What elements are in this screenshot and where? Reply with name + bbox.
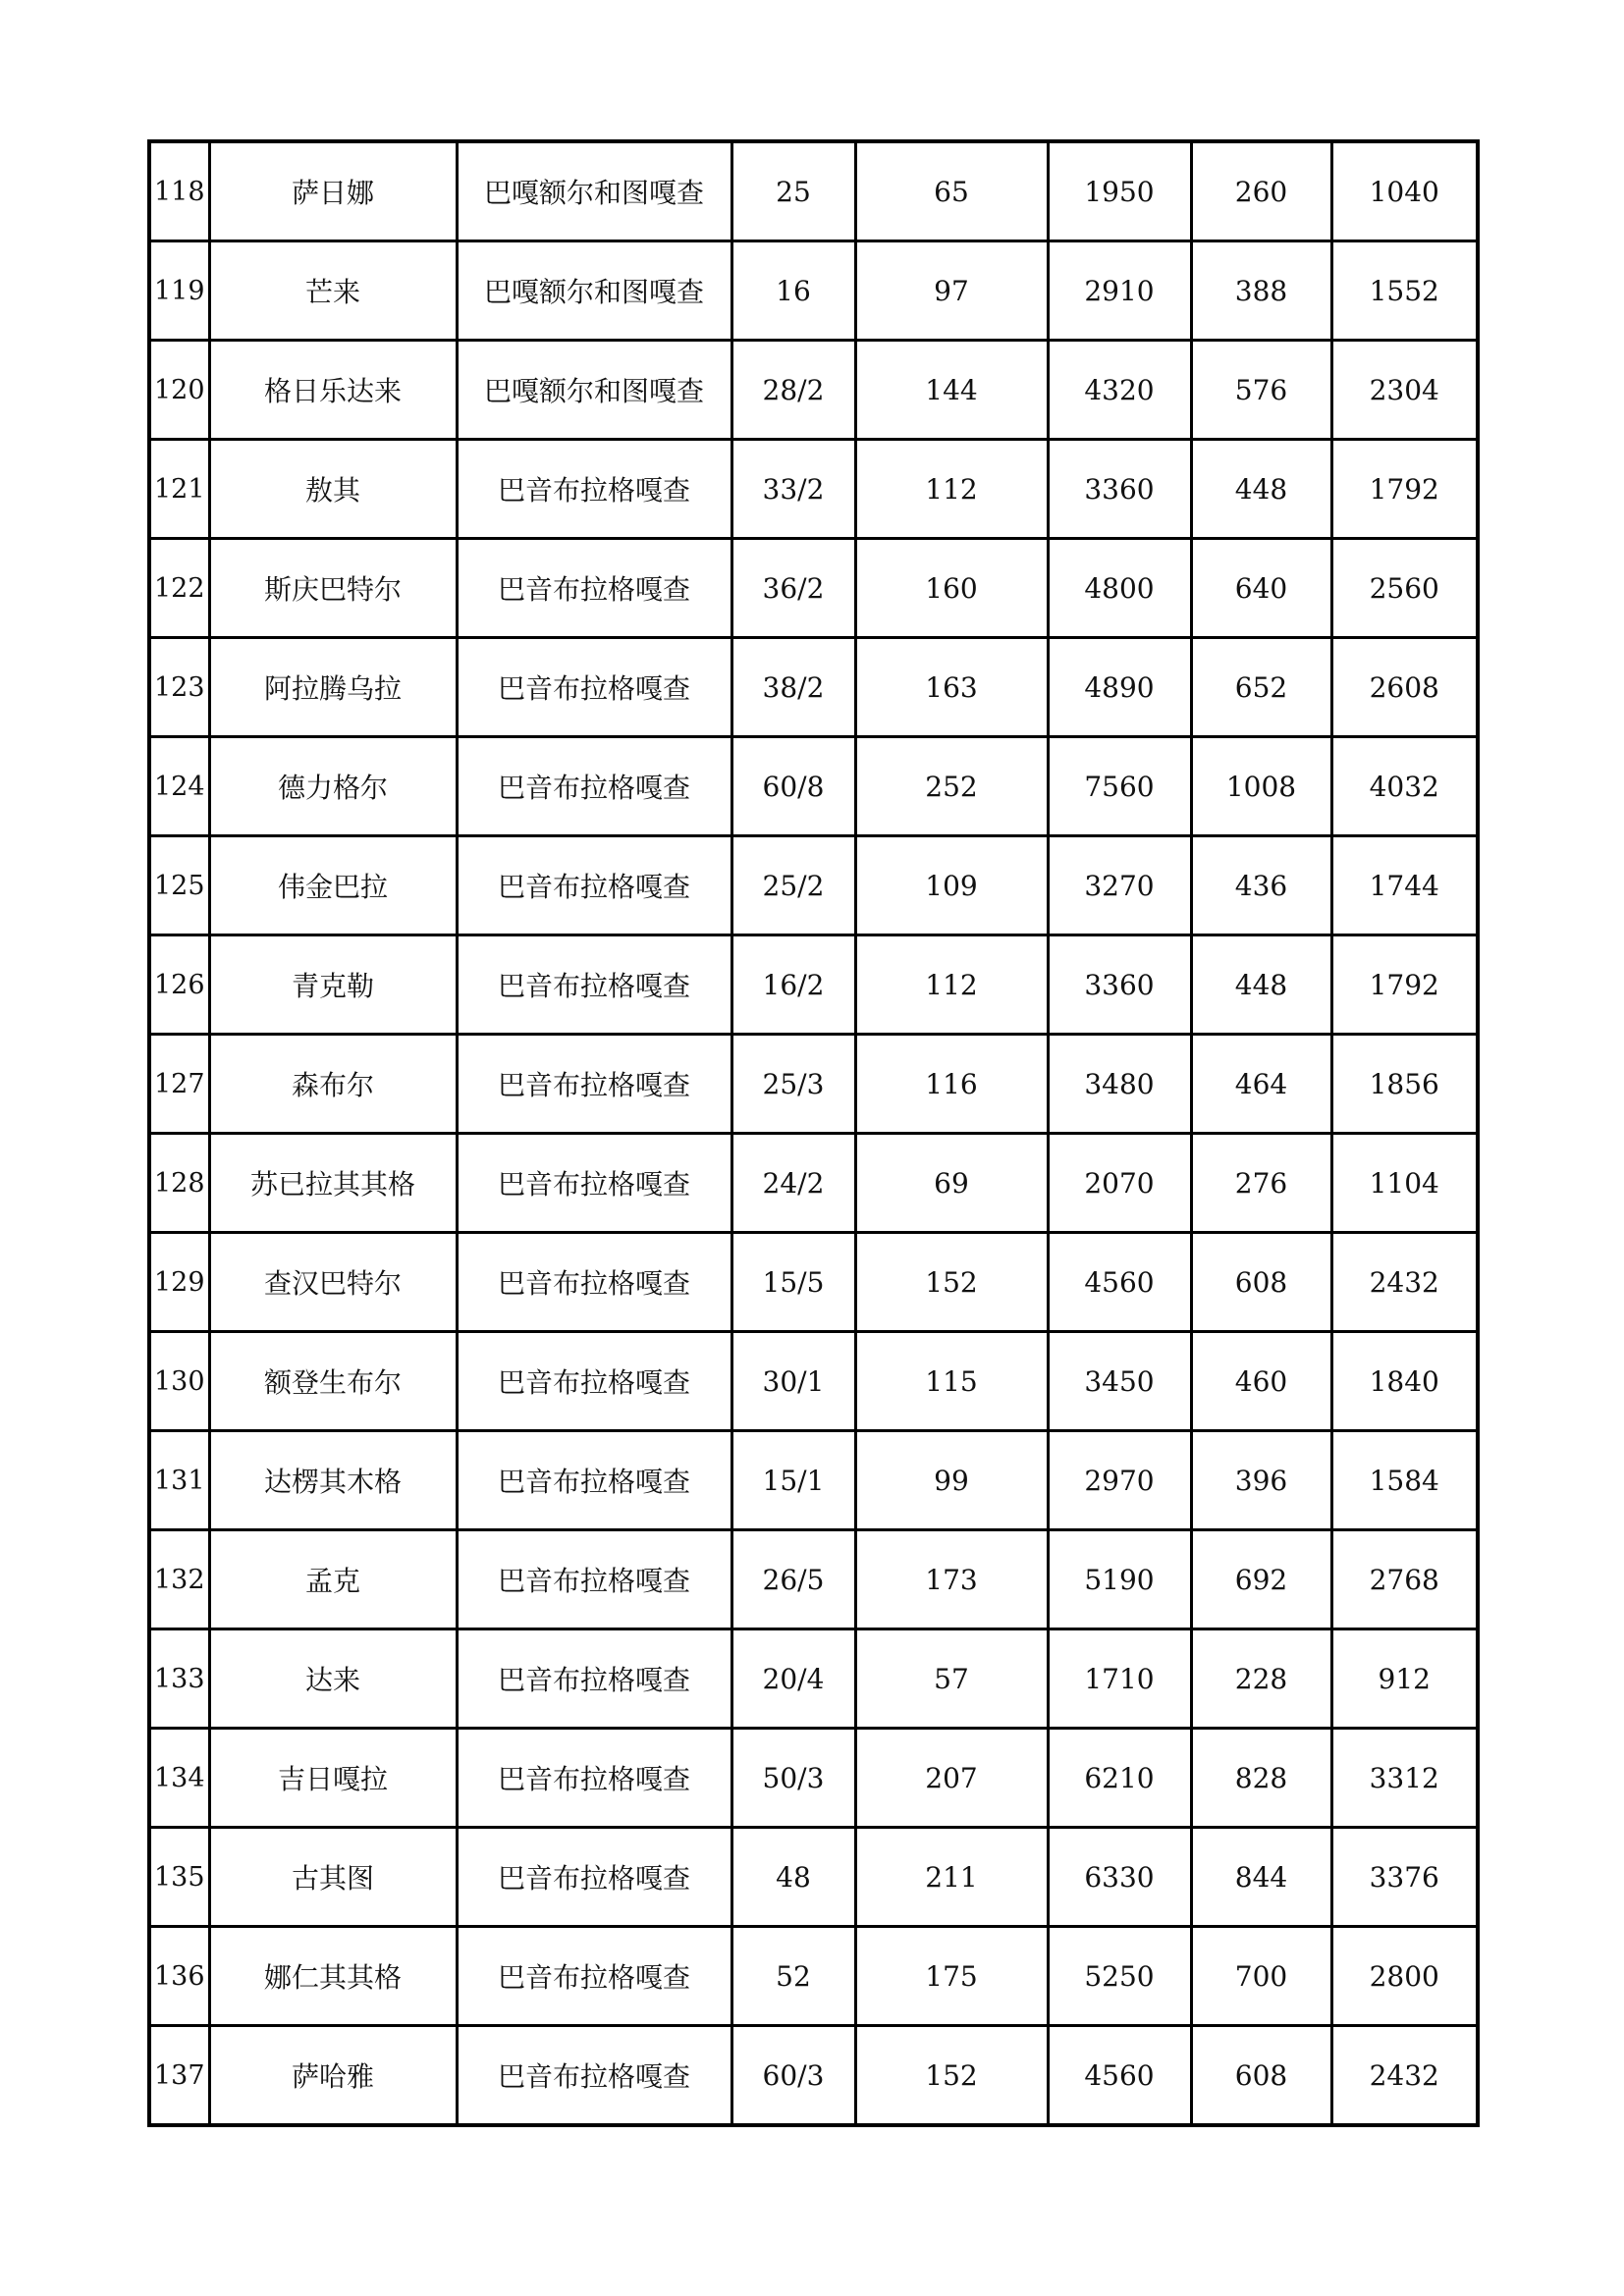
value-2-cell: 1950 [1048,141,1191,241]
value-3-cell: 388 [1191,241,1331,341]
value-4-cell: 1840 [1331,1332,1478,1431]
village-cell: 巴音布拉格嘎查 [457,539,731,638]
value-2-cell: 3270 [1048,836,1191,935]
value-3-cell: 640 [1191,539,1331,638]
value-3-cell: 448 [1191,935,1331,1035]
value-4-cell: 2304 [1331,341,1478,440]
value-4-cell: 1552 [1331,241,1478,341]
value-4-cell: 4032 [1331,737,1478,836]
value-1-cell: 116 [855,1035,1048,1134]
value-2-cell: 1710 [1048,1629,1191,1729]
value-1-cell: 69 [855,1134,1048,1233]
row-number-cell: 137 [149,2026,209,2126]
value-2-cell: 3360 [1048,440,1191,539]
row-number-cell: 119 [149,241,209,341]
value-1-cell: 112 [855,440,1048,539]
value-3-cell: 260 [1191,141,1331,241]
value-3-cell: 608 [1191,2026,1331,2126]
value-4-cell: 1856 [1331,1035,1478,1134]
value-2-cell: 5250 [1048,1927,1191,2026]
value-1-cell: 115 [855,1332,1048,1431]
area-cell: 16 [731,241,855,341]
name-cell: 孟克 [209,1530,457,1629]
value-1-cell: 99 [855,1431,1048,1530]
table-row [149,1629,1478,1729]
value-4-cell: 2560 [1331,539,1478,638]
table-row [149,1828,1478,1927]
value-2-cell: 3450 [1048,1332,1191,1431]
value-2-cell: 2970 [1048,1431,1191,1530]
row-number-cell: 136 [149,1927,209,2026]
name-cell: 苏已拉其其格 [209,1134,457,1233]
table-row [149,539,1478,638]
village-cell: 巴音布拉格嘎查 [457,1134,731,1233]
name-cell: 额登生布尔 [209,1332,457,1431]
value-4-cell: 912 [1331,1629,1478,1729]
area-cell: 60/8 [731,737,855,836]
table-row [149,1431,1478,1530]
value-2-cell: 4560 [1048,1233,1191,1332]
name-cell: 敖其 [209,440,457,539]
row-number-cell: 121 [149,440,209,539]
value-1-cell: 160 [855,539,1048,638]
area-cell: 52 [731,1927,855,2026]
table-row [149,141,1478,241]
area-cell: 24/2 [731,1134,855,1233]
name-cell: 达楞其木格 [209,1431,457,1530]
village-cell: 巴音布拉格嘎查 [457,836,731,935]
village-cell: 巴音布拉格嘎查 [457,1729,731,1828]
name-cell: 阿拉腾乌拉 [209,638,457,737]
village-cell: 巴嘎额尔和图嘎查 [457,141,731,241]
area-cell: 25/3 [731,1035,855,1134]
value-3-cell: 276 [1191,1134,1331,1233]
area-cell: 16/2 [731,935,855,1035]
value-1-cell: 163 [855,638,1048,737]
value-3-cell: 844 [1191,1828,1331,1927]
value-1-cell: 175 [855,1927,1048,2026]
value-3-cell: 576 [1191,341,1331,440]
name-cell: 青克勒 [209,935,457,1035]
value-4-cell: 1584 [1331,1431,1478,1530]
value-1-cell: 173 [855,1530,1048,1629]
row-number-cell: 128 [149,1134,209,1233]
table-row [149,1729,1478,1828]
village-cell: 巴音布拉格嘎查 [457,1828,731,1927]
value-3-cell: 460 [1191,1332,1331,1431]
value-4-cell: 1792 [1331,935,1478,1035]
value-3-cell: 828 [1191,1729,1331,1828]
area-cell: 15/1 [731,1431,855,1530]
area-cell: 33/2 [731,440,855,539]
row-number-cell: 118 [149,141,209,241]
name-cell: 格日乐达来 [209,341,457,440]
value-1-cell: 144 [855,341,1048,440]
name-cell: 吉日嘎拉 [209,1729,457,1828]
area-cell: 25 [731,141,855,241]
village-cell: 巴音布拉格嘎查 [457,1233,731,1332]
value-2-cell: 3480 [1048,1035,1191,1134]
row-number-cell: 124 [149,737,209,836]
value-3-cell: 1008 [1191,737,1331,836]
area-cell: 15/5 [731,1233,855,1332]
name-cell: 萨日娜 [209,141,457,241]
value-4-cell: 3376 [1331,1828,1478,1927]
row-number-cell: 120 [149,341,209,440]
value-4-cell: 2432 [1331,1233,1478,1332]
row-number-cell: 125 [149,836,209,935]
area-cell: 30/1 [731,1332,855,1431]
row-number-cell: 127 [149,1035,209,1134]
value-4-cell: 1040 [1331,141,1478,241]
village-cell: 巴音布拉格嘎查 [457,1927,731,2026]
name-cell: 萨哈雅 [209,2026,457,2126]
data-table [147,139,1480,2127]
value-2-cell: 5190 [1048,1530,1191,1629]
value-3-cell: 448 [1191,440,1331,539]
row-number-cell: 131 [149,1431,209,1530]
village-cell: 巴音布拉格嘎查 [457,1431,731,1530]
village-cell: 巴音布拉格嘎查 [457,1332,731,1431]
value-3-cell: 228 [1191,1629,1331,1729]
name-cell: 斯庆巴特尔 [209,539,457,638]
value-3-cell: 396 [1191,1431,1331,1530]
value-1-cell: 152 [855,1233,1048,1332]
table-row [149,241,1478,341]
village-cell: 巴音布拉格嘎查 [457,737,731,836]
row-number-cell: 122 [149,539,209,638]
value-2-cell: 4800 [1048,539,1191,638]
area-cell: 26/5 [731,1530,855,1629]
value-1-cell: 65 [855,141,1048,241]
row-number-cell: 135 [149,1828,209,1927]
table-row [149,440,1478,539]
name-cell: 达来 [209,1629,457,1729]
value-1-cell: 109 [855,836,1048,935]
value-2-cell: 7560 [1048,737,1191,836]
value-1-cell: 152 [855,2026,1048,2126]
village-cell: 巴嘎额尔和图嘎查 [457,241,731,341]
name-cell: 娜仁其其格 [209,1927,457,2026]
value-1-cell: 97 [855,241,1048,341]
name-cell: 德力格尔 [209,737,457,836]
village-cell: 巴音布拉格嘎查 [457,638,731,737]
value-2-cell: 6330 [1048,1828,1191,1927]
value-2-cell: 6210 [1048,1729,1191,1828]
value-4-cell: 3312 [1331,1729,1478,1828]
village-cell: 巴音布拉格嘎查 [457,2026,731,2126]
value-3-cell: 608 [1191,1233,1331,1332]
value-2-cell: 3360 [1048,935,1191,1035]
value-4-cell: 1104 [1331,1134,1478,1233]
value-4-cell: 1792 [1331,440,1478,539]
table-body [149,141,1478,2125]
village-cell: 巴音布拉格嘎查 [457,935,731,1035]
name-cell: 芒来 [209,241,457,341]
value-1-cell: 211 [855,1828,1048,1927]
value-3-cell: 464 [1191,1035,1331,1134]
area-cell: 50/3 [731,1729,855,1828]
table-row [149,341,1478,440]
value-3-cell: 652 [1191,638,1331,737]
value-3-cell: 700 [1191,1927,1331,2026]
area-cell: 60/3 [731,2026,855,2126]
area-cell: 38/2 [731,638,855,737]
value-3-cell: 692 [1191,1530,1331,1629]
village-cell: 巴音布拉格嘎查 [457,440,731,539]
name-cell: 查汉巴特尔 [209,1233,457,1332]
area-cell: 25/2 [731,836,855,935]
value-2-cell: 4320 [1048,341,1191,440]
row-number-cell: 132 [149,1530,209,1629]
name-cell: 古其图 [209,1828,457,1927]
value-1-cell: 57 [855,1629,1048,1729]
row-number-cell: 126 [149,935,209,1035]
area-cell: 48 [731,1828,855,1927]
table-row [149,1134,1478,1233]
table-row [149,1332,1478,1431]
value-2-cell: 4890 [1048,638,1191,737]
village-cell: 巴嘎额尔和图嘎查 [457,341,731,440]
name-cell: 伟金巴拉 [209,836,457,935]
table-row [149,1530,1478,1629]
value-1-cell: 207 [855,1729,1048,1828]
value-4-cell: 2800 [1331,1927,1478,2026]
row-number-cell: 123 [149,638,209,737]
village-cell: 巴音布拉格嘎查 [457,1530,731,1629]
table-row [149,836,1478,935]
row-number-cell: 129 [149,1233,209,1332]
value-2-cell: 2070 [1048,1134,1191,1233]
value-4-cell: 2432 [1331,2026,1478,2126]
table-row [149,737,1478,836]
table-row [149,1035,1478,1134]
area-cell: 36/2 [731,539,855,638]
value-4-cell: 2768 [1331,1530,1478,1629]
value-4-cell: 1744 [1331,836,1478,935]
value-2-cell: 4560 [1048,2026,1191,2126]
value-3-cell: 436 [1191,836,1331,935]
village-cell: 巴音布拉格嘎查 [457,1035,731,1134]
area-cell: 20/4 [731,1629,855,1729]
name-cell: 森布尔 [209,1035,457,1134]
table-row [149,935,1478,1035]
value-4-cell: 2608 [1331,638,1478,737]
table-row [149,1927,1478,2026]
table-row [149,638,1478,737]
value-1-cell: 112 [855,935,1048,1035]
table-row [149,1233,1478,1332]
row-number-cell: 130 [149,1332,209,1431]
value-2-cell: 2910 [1048,241,1191,341]
table-row [149,2026,1478,2126]
row-number-cell: 134 [149,1729,209,1828]
village-cell: 巴音布拉格嘎查 [457,1629,731,1729]
row-number-cell: 133 [149,1629,209,1729]
value-1-cell: 252 [855,737,1048,836]
area-cell: 28/2 [731,341,855,440]
